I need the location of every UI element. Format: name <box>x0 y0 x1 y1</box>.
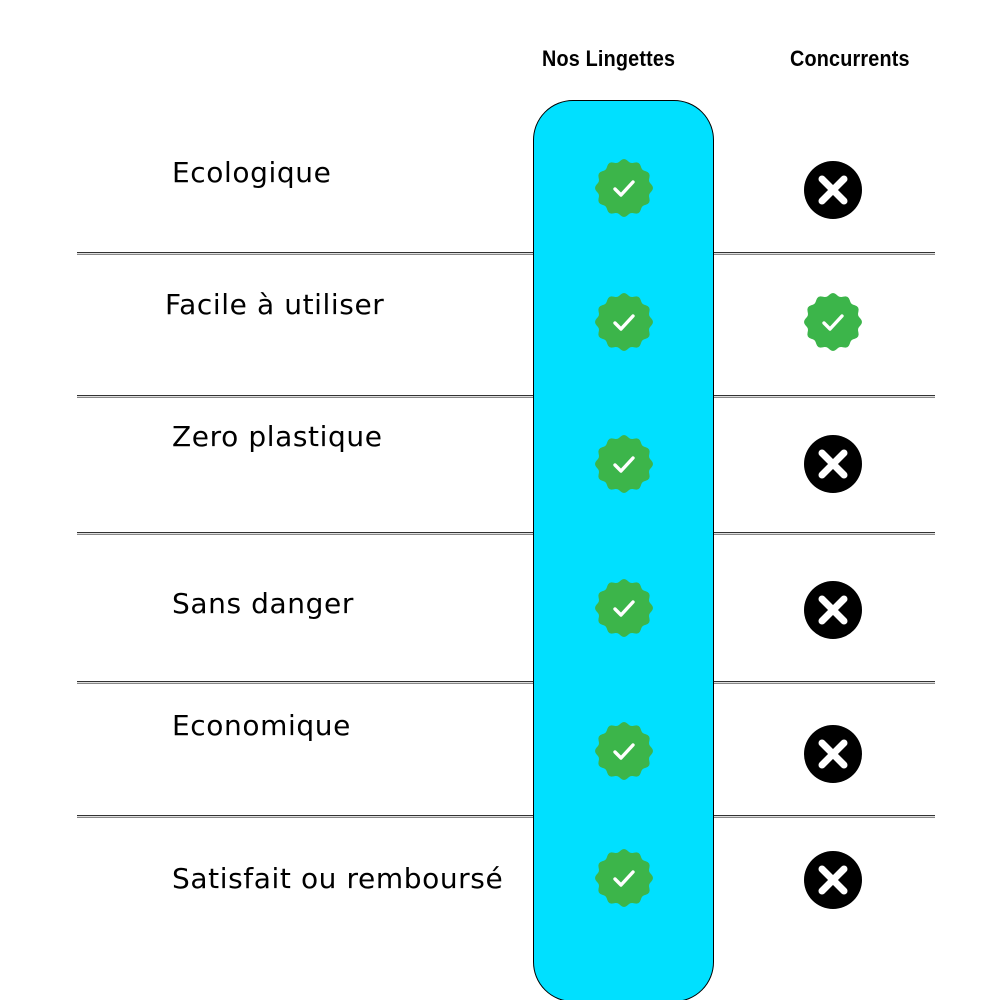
check-badge-icon <box>803 292 863 352</box>
check-badge-icon <box>594 292 654 352</box>
feature-label-satisfait: Satisfait ou remboursé <box>172 862 504 895</box>
feature-label-sans-danger: Sans danger <box>172 587 354 620</box>
check-badge-icon <box>594 434 654 494</box>
cross-circle-icon <box>803 160 863 220</box>
row-divider <box>77 815 935 818</box>
cross-circle-icon <box>803 434 863 494</box>
check-badge-icon <box>594 721 654 781</box>
row-divider <box>77 252 935 255</box>
row-divider <box>77 532 935 535</box>
column-header-competitors: Concurrents <box>790 46 910 71</box>
check-badge-icon <box>594 158 654 218</box>
row-divider <box>77 681 935 684</box>
column-header-ours: Nos Lingettes <box>542 46 676 71</box>
cross-circle-icon <box>803 724 863 784</box>
cross-circle-icon <box>803 580 863 640</box>
row-divider <box>77 395 935 398</box>
feature-label-facile: Facile à utiliser <box>165 288 385 321</box>
feature-label-economique: Economique <box>172 709 351 742</box>
check-badge-icon <box>594 578 654 638</box>
feature-label-zero-plastique: Zero plastique <box>172 420 383 453</box>
feature-label-ecologique: Ecologique <box>172 156 332 189</box>
cross-circle-icon <box>803 850 863 910</box>
check-badge-icon <box>594 848 654 908</box>
